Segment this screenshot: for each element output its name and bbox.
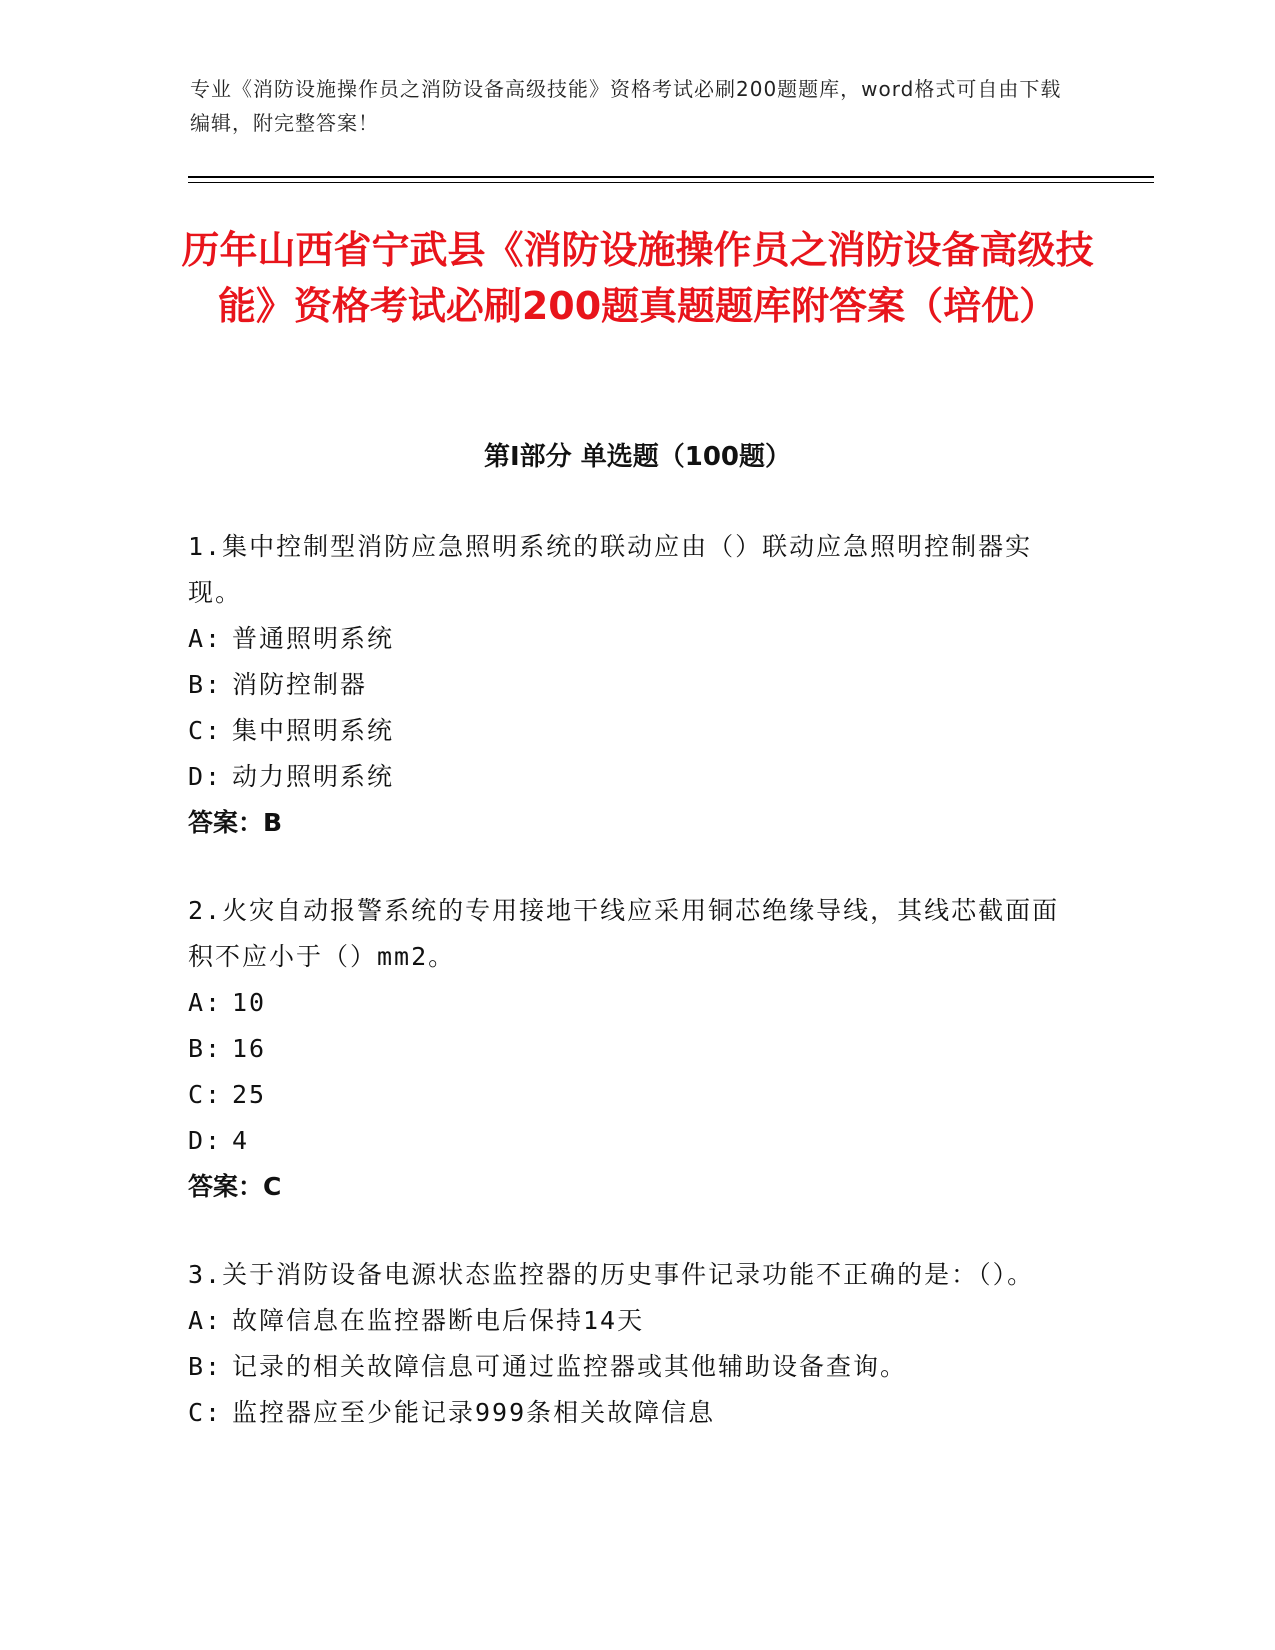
option-text: 监控器应至少能记录999条相关故障信息 [232,1398,716,1427]
question-stem: 1.集中控制型消防应急照明系统的联动应由（）联动应急照明控制器实现。 [188,532,1033,607]
option-letter: C: [188,1080,223,1109]
option-a [188,980,1068,1026]
question-2 [188,888,1068,1210]
option-letter: A: [188,1306,223,1335]
option-letter: A: [188,988,223,1017]
section-heading: 第I部分 单选题（100题） [484,442,791,472]
option-letter: B: [188,1034,223,1063]
option-text: 故障信息在监控器断电后保持14天 [232,1306,645,1335]
option-text: 消防控制器 [232,670,368,699]
header-divider-thick [188,176,1154,178]
option-text: 普通照明系统 [232,624,395,653]
option-text: 25 [232,1080,267,1109]
option-text: 动力照明系统 [232,762,395,791]
question-stem: 2.火灾自动报警系统的专用接地干线应采用铜芯绝缘导线，其线芯截面面积不应小于（）mm2。 [188,896,1060,971]
option-letter: D: [188,1126,223,1155]
option-d [188,754,1068,800]
question-stem: 3.关于消防设备电源状态监控器的历史事件记录功能不正确的是：（）。 [188,1260,1035,1289]
option-a [188,616,1068,662]
option-letter: D: [188,762,223,791]
option-d [188,1118,1068,1164]
option-text: 记录的相关故障信息可通过监控器或其他辅助设备查询。 [232,1352,908,1381]
option-letter: B: [188,1352,223,1381]
header-note: 专业《消防设施操作员之消防设备高级技能》资格考试必刷200题题库，word格式可自由下载编辑，附完整答案！ [190,77,1062,135]
header-divider-thin [188,182,1154,183]
option-text: 4 [232,1126,250,1155]
option-letter: C: [188,1398,223,1427]
question-3 [188,1252,1068,1436]
option-b [188,1344,1068,1390]
option-text: 16 [232,1034,267,1063]
question-1 [188,524,1068,846]
option-text: 10 [232,988,267,1017]
answer-line: 答案：C [188,1172,282,1201]
option-c [188,1072,1068,1118]
option-letter: A: [188,624,223,653]
document-title: 历年山西省宁武县《消防设施操作员之消防设备高级技能》资格考试必刷200题真题题库附答案（培优） [181,228,1094,328]
option-c [188,708,1068,754]
option-b [188,1026,1068,1072]
option-a [188,1298,1068,1344]
option-text: 集中照明系统 [232,716,395,745]
option-letter: C: [188,716,223,745]
option-b [188,662,1068,708]
option-c [188,1390,1068,1436]
answer-line: 答案：B [188,808,283,837]
option-letter: B: [188,670,223,699]
question-list [188,524,1068,1478]
